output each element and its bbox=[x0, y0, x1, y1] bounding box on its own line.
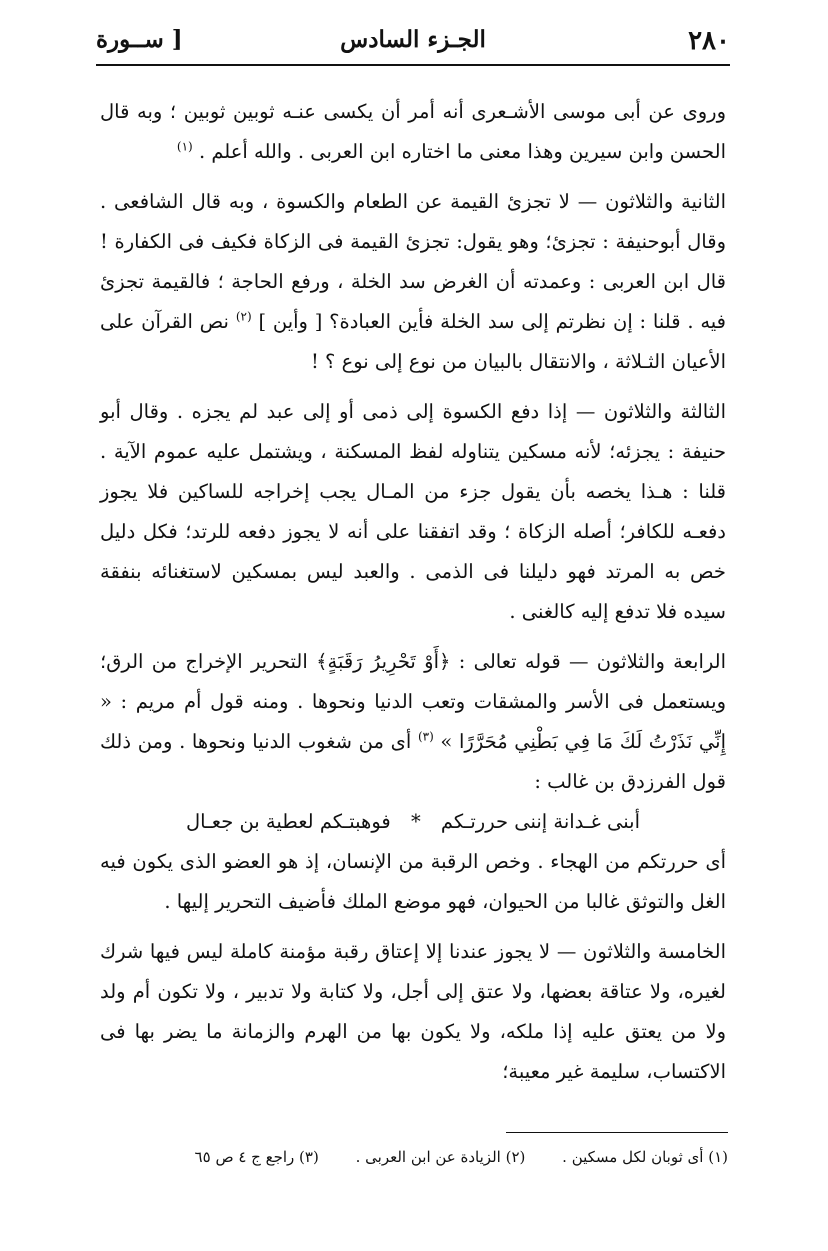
paragraph-3-text: الثالثة والثلاثون — إذا دفع الكسوة إلى ذمى أو إلى عبد لم يجزه . وقال أبو حنيفة : يجزئه؛ لأنه مسكين يتناوله لفظ المسكنة ، ويشتمل عليه عموم الآية . قلنا : هـذا يخصه بأن يقول جزء من المـال يجب إخراجه للساكين فلا يجوز دفعـه للكافر؛ أصله الزكاة ؛ وقد اتفقنا على أنه لا يجوز دفعه للرتد؛ فكل دليل خص به المرتد فهو دليلنا فى الذمى . والعبد ليس بمسكين لاستغنائه بنفقة سيده فلا تدفع إليه كالغنى . bbox=[100, 400, 726, 623]
page-header bbox=[96, 22, 730, 62]
footnote-1: (١) أى ثوبان لكل مسكين . bbox=[562, 1148, 728, 1166]
page-body bbox=[100, 92, 726, 1102]
paragraph-3 bbox=[100, 392, 726, 632]
paragraph-5 bbox=[100, 842, 726, 922]
verse-second-hemistich: فوهبتـكم لعطية بن جعـال bbox=[185, 810, 391, 833]
paragraph-2-text-a: الثانية والثلاثون — لا تجزئ القيمة عن الطعام والكسوة ، وبه قال الشافعى . وقال أبوحنيفة : تجزئ؛ وهو يقول: تجزئ القيمة فى الزكاة فكيف فى الكفارة ! قال ابن العربى : وعمدته أن الغرض سد الخلة ، ورفع الحاجة ؛ فالقيمة تجزئ فيه . قلنا : إن نظرتم إلى سد الخلة فأين العبادة؟ [ وأين ] bbox=[100, 190, 727, 333]
paragraph-4-text-b: أى من شغوب الدنيا ونحوها . ومن ذلك قول الفرزدق بن غالب : bbox=[100, 730, 726, 793]
paragraph-2-text-b: نص القرآن على الأعيان الثـلاثة ، والانتقال بالبيان من نوع إلى نوع ؟ ! bbox=[100, 310, 726, 373]
paragraph-4-text-a: الرابعة والثلاثون — قوله تعالى : ﴿أَوْ تَحْرِيرُ رَقَبَةٍ﴾ التحرير الإخراج من الرق؛ ويستعمل فى الأسر والمشقات وتعب الدنيا ونحوها . ومنه قول أم مريم : « إِنِّي نَذَرْتُ لَكَ مَا فِي بَطْنِي مُحَرَّرًا » bbox=[100, 650, 726, 753]
paragraph-5-text: أى حررتكم من الهجاء . وخص الرقبة من الإنسان، إذ هو العضو الذى يكون فيه الغل والتوثق غالبا من الحيوان، فهو موضع الملك فأضيف التحرير إليها . bbox=[100, 850, 726, 913]
verse-separator: * bbox=[410, 810, 421, 833]
running-title: الجـزء السادس bbox=[340, 26, 486, 53]
paragraph-6-text: الخامسة والثلاثون — لا يجوز عندنا إلا إعتاق رقبة مؤمنة كاملة ليس فيها شرك لغيره، ولا عتاقة بعضها، ولا عتق إلى أجل، ولا كتابة ولا تدبير ، ولا تكون أم ولد ولا من يعتق عليه إذا ملكه، ولا يكون بها من الهرم والزمانة ما يضر بها فى الاكتساب، سليمة غير معيبة؛ bbox=[100, 940, 726, 1083]
footnote-3: (٣) راجع ج ٤ ص ٦٥ bbox=[194, 1148, 319, 1166]
paragraph-1-text: وروى عن أبى موسى الأشـعرى أنه أمر أن يكسى عنـه ثوبين ثوبين ؛ وبه قال الحسن وابن سيرين وهذا معنى ما اختاره ابن العربى . والله أعلم . bbox=[100, 100, 726, 163]
header-rule bbox=[96, 64, 730, 66]
footnote-ref-2[interactable]: (٢) bbox=[235, 309, 252, 324]
footnotes bbox=[100, 1148, 728, 1166]
footnote-ref-1[interactable]: (١) bbox=[176, 139, 193, 154]
footnote-ref-3[interactable]: (٣) bbox=[417, 729, 434, 744]
page-number: ٢٨٠ bbox=[688, 26, 730, 56]
paragraph-4 bbox=[100, 642, 726, 802]
verse-first-hemistich: أبنى غـدانة إننى حررتـكم bbox=[440, 810, 641, 833]
surah-label: [ ســورة bbox=[96, 26, 183, 53]
footnote-2: (٢) الزيادة عن ابن العربى . bbox=[355, 1148, 526, 1166]
footnote-rule bbox=[506, 1132, 728, 1133]
paragraph-6 bbox=[100, 932, 726, 1092]
poetry-verse bbox=[100, 802, 726, 842]
paragraph-2 bbox=[100, 182, 726, 382]
paragraph-1 bbox=[100, 92, 726, 172]
